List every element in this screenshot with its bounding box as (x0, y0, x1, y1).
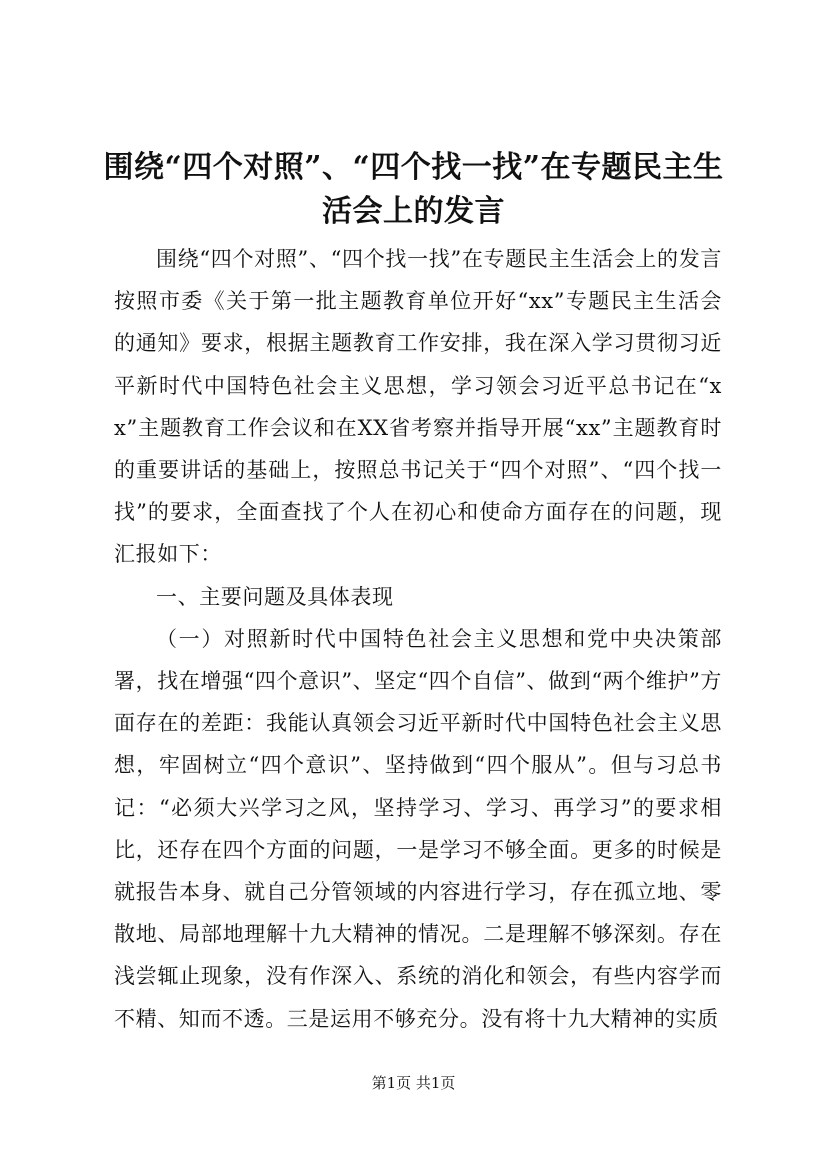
paragraph-intro: 围绕“四个对照”、“四个找一找”在专题民主生活会上的发言按照市委《关于第一批主题教育单位开好“xx”专题民主生活会的通知》要求，根据主题教育工作安排，我在深入学习贯彻习近平新时代中国特色社会主义思想，学习领会习近平总书记在“xx”主题教育工作会议和在XX省考察并指导开展“xx”主题教育时的重要讲话的基础上，按照总书记关于“四个对照”、“四个找一找”的要求，全面查找了个人在初心和使命方面存在的问题，现汇报如下： (114, 247, 722, 567)
document-body (114, 238, 722, 1040)
paragraph-section-1: （一）对照新时代中国特色社会主义思想和党中央决策部署，找在增强“四个意识”、坚定“四个自信”、做到“两个维护”方面存在的差距：我能认真领会习近平新时代中国特色社会主义思想，牢固树立“四个意识”、坚持做到“四个服从”。但与习总书记：“必须大兴学习之风，坚持学习、学习、再学习”的要求相比，还存在四个方面的问题，一是学习不够全面。更多的时候是就报告本身、就自己分管领域的内容进行学习，存在孤立地、零散地、局部地理解十九大精神的情况。二是理解不够深刻。存在浅尝辄止现象，没有作深入、系统的消化和领会，有些内容学而不精、知而不透。三是运用不够充分。没有将十九大精神的实质 (114, 626, 723, 1031)
section-heading: 一、主要问题及具体表现 (156, 584, 394, 609)
document-title: 围绕“四个对照”、“四个找一找”在专题民主生活会上的发言 (103, 150, 724, 229)
page-footer: 第1页 共1页 (371, 1074, 456, 1092)
